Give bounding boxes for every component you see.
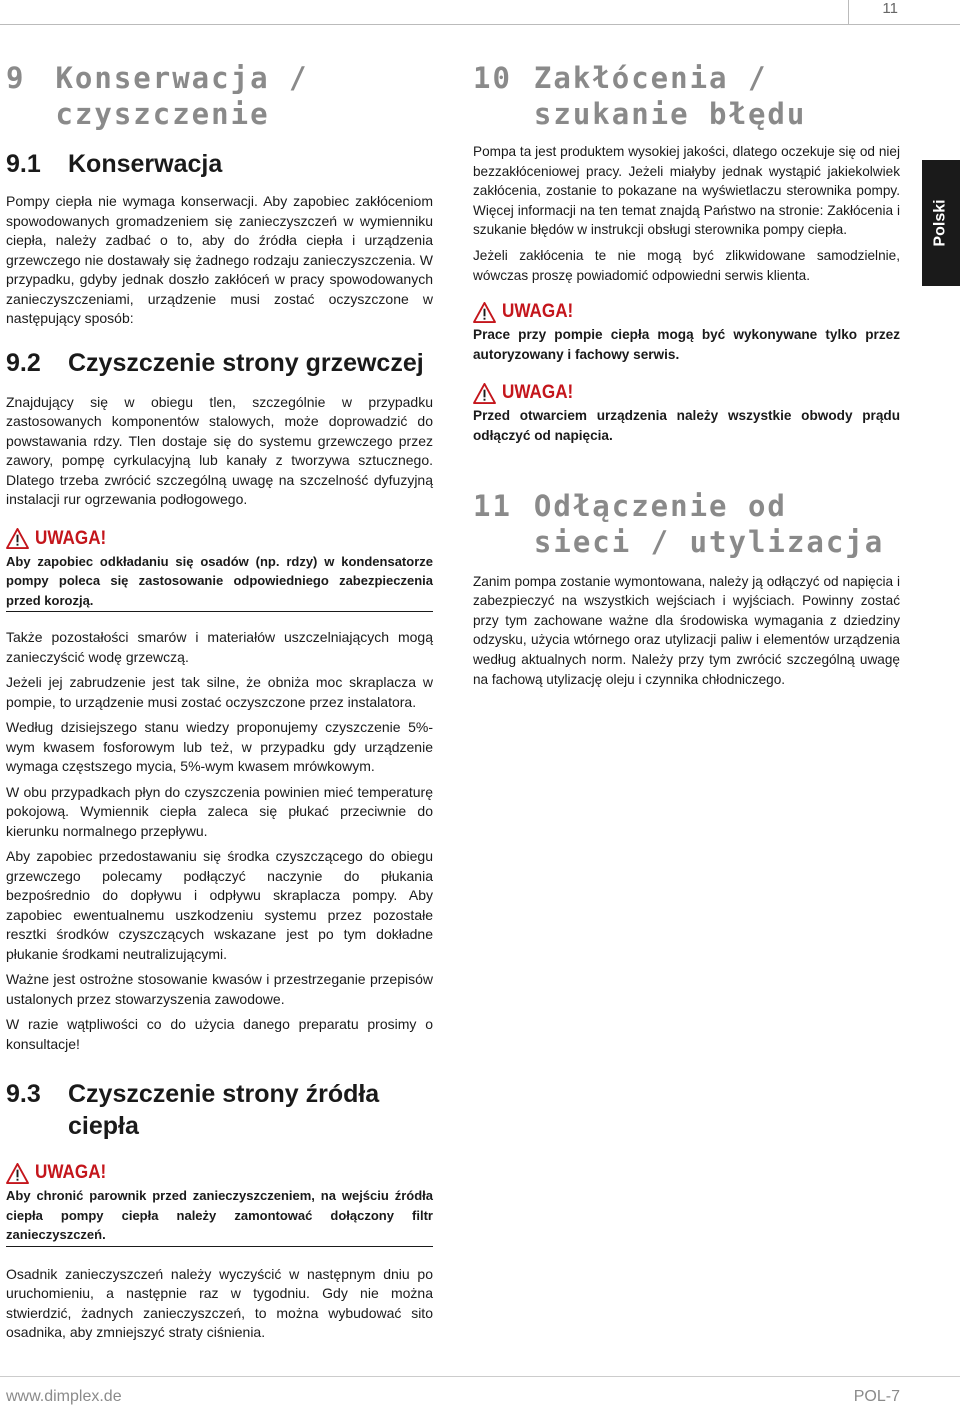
section-9-2-heading bbox=[6, 347, 433, 379]
footer-url[interactable]: www.dimplex.de bbox=[6, 1388, 122, 1405]
warning-triangle-icon bbox=[6, 528, 29, 549]
warning-header bbox=[6, 526, 433, 552]
section-9-2-number: 9.2 bbox=[6, 348, 41, 377]
section-9-3-title: Czyszczenie strony źródła ciepła bbox=[68, 1080, 380, 1140]
paragraph: Aby zapobiec przedostawaniu się środka czyszczącego do obiegu grzewczego polecamy podłączyć naczynie do płukania bezpośrednio do dopływu i odpływu skraplacza pompy. Aby zapobiec ewentualnemu uszkodzeniu systemu przez pozostałe resztki środków czyszczących wskazane jest po tym dokładne płukanie środkami neutralizującymi. bbox=[6, 848, 433, 962]
paragraph: Pompy ciepła nie wymaga konserwacji. Aby zapobiec zakłóceniom spowodowanych gromadzeniem się zanieczyszczeń w wymienniku ciepła, należy zadbać o to, aby do źródła ciepła i urządzenia grzewczego nie dostawały się żadnego rodzaju zanieczyszczenia. W przypadku, gdyby jednak doszło zakłóceń w pracy spowodowanych zanieczyszczeniami, urządzenie musi zostać oczyszczone w następujący sposób: bbox=[6, 193, 433, 326]
top-rule-divider bbox=[848, 0, 849, 24]
paragraph: Jeżeli zakłócenia te nie mogą być zlikwidowane samodzielnie, wówczas proszę powiadomić odpowiedni serwis klienta. bbox=[473, 247, 900, 283]
section-11-heading bbox=[473, 488, 900, 560]
paragraph: Zanim pompa zostanie wymontowana, należy ją odłączyć od napięcia i zabezpieczyć na wszystkich wejściach i wyjściach. Powinny zostać przy tym zachowane ważne dla środowiska wymagania z dziedziny odzysku, użycia wtórnego oraz utylizacji paliw i elementów urządzenia według aktualnych norm. Należy przy tym zwrócić szczególną uwagę na fachową utylizację oleju i czynnika chłodniczego. bbox=[473, 573, 900, 687]
paragraph: Pompa ta jest produktem wysokiej jakości, dlatego oczekuje się od niej bezzakłóceniowej pracy. Jeżeli miałyby jednak wystąpić jakiekolwiek zakłócenia, zostanie to pokazane na wyświetlaczu sterownika pompy. Więcej informacji na ten temat znajdą Państwo na stronie: Zakłócenia i szukanie błędów w instrukcji obsługi sterownika pompy ciepła. bbox=[473, 144, 900, 238]
page-number: 11 bbox=[882, 0, 898, 17]
top-rule bbox=[0, 24, 960, 25]
section-9-3-number: 9.3 bbox=[6, 1080, 41, 1108]
section-11-title: Odłączenie od sieci / utylizacja bbox=[533, 488, 885, 559]
section-10-heading bbox=[473, 60, 900, 132]
footer bbox=[6, 1388, 900, 1406]
warning-text: Aby chronić parownik przed zanieczyszczeniem, na wejściu źródła ciepła pompy ciepła należy zamontować dołączony filtr zanieczyszczeń. bbox=[6, 1186, 433, 1247]
left-column bbox=[6, 60, 433, 1343]
paragraph: Według dzisiejszego stanu wiedzy proponujemy czyszczenie 5%-wym kwasem fosforowym lub też, w przypadku gdy urządzenie wymaga częstszego mycia, 5%-wym kwasem mrówkowym. bbox=[6, 719, 433, 774]
warning-title: UWAGA! bbox=[502, 382, 574, 404]
paragraph: Ważne jest ostrożne stosowanie kwasów i przestrzeganie przepisów ustalonych przez stowarzyszenia zawodowe. bbox=[6, 971, 433, 1007]
warning-header bbox=[473, 299, 900, 325]
footer-rule bbox=[0, 1376, 960, 1377]
section-9-1-heading bbox=[6, 148, 433, 180]
paragraph: Także pozostałości smarów i materiałów uszczelniających mogą zanieczyścić wodę grzewczą. bbox=[6, 629, 433, 665]
warning-header bbox=[473, 380, 900, 406]
language-tab-label: Polski bbox=[932, 199, 950, 247]
warning-box bbox=[6, 526, 433, 613]
paragraph: W obu przypadkach płyn do czyszczenia powinien mieć temperaturę pokojową. Wymiennik ciepła zaleca się płukać przeciwnie do kierunku normalnego przepływu. bbox=[6, 783, 433, 839]
warning-triangle-icon bbox=[473, 302, 496, 323]
warning-box bbox=[473, 299, 900, 364]
paragraph: W razie wątpliwości co do użycia danego preparatu prosimy o konsultacje! bbox=[6, 1016, 433, 1052]
warning-triangle-icon bbox=[6, 1163, 29, 1184]
paragraph: Znajdujący się w obiegu tlen, szczególnie w przypadku zastosowanych komponentów stalowych, może doprowadzić do powstawania rdzy. Tlen dostaje się do systemu grzewczego przez zawory, pompę cyrkulacyjną lub kanały z tworzywa sztucznego. Dlatego trzeba zwrócić szczególną uwagę na szczelność dyfuzyjną instalacji rur ogrzewania podłogowego. bbox=[6, 393, 433, 507]
warning-text: Aby zapobiec odkładaniu się osadów (np. rdzy) w kondensatorze pompy poleca się zastosowanie odpowiedniego zabezpieczenia przed korozją. bbox=[6, 552, 433, 613]
footer-page-code: POL-7 bbox=[853, 1388, 900, 1405]
section-10-number: 10 bbox=[473, 61, 512, 95]
section-9-heading bbox=[6, 60, 433, 132]
warning-text: Prace przy pompie ciepła mogą być wykonywane tylko przez autoryzowany i fachowy serwis. bbox=[473, 327, 900, 362]
section-10-title: Zakłócenia / szukanie błędu bbox=[533, 61, 807, 131]
paragraph: Osadnik zanieczyszczeń należy wyczyścić w następnym dniu po uruchomieniu, a następnie raz w tygodniu. Gdy nie można stwierdzić, żadnych zanieczyszczeń, to można wybudować sito osadnika, aby zmniejszyć straty ciśnienia. bbox=[6, 1265, 433, 1340]
section-9-number: 9 bbox=[6, 61, 26, 95]
warning-title: UWAGA! bbox=[35, 527, 107, 549]
paragraph: Jeżeli jej zabrudzenie jest tak silne, że obniża moc skraplacza w pompie, to urządzenie musi zostać oczyszczone przez instalatora. bbox=[6, 674, 433, 710]
warning-text: Przed otwarciem urządzenia należy wszystkie obwody prądu odłączyć od napięcia. bbox=[473, 408, 900, 443]
right-column bbox=[473, 60, 900, 689]
section-9-3-heading bbox=[6, 1078, 433, 1142]
section-9-1-number: 9.1 bbox=[6, 150, 41, 178]
warning-box bbox=[473, 380, 900, 445]
warning-box bbox=[6, 1160, 433, 1247]
warning-header bbox=[6, 1160, 433, 1186]
language-tab[interactable] bbox=[922, 160, 960, 286]
section-9-title: Konserwacja / czyszczenie bbox=[55, 61, 309, 131]
warning-title: UWAGA! bbox=[35, 1162, 107, 1183]
warning-triangle-icon bbox=[473, 383, 496, 404]
section-11-number: 11 bbox=[473, 488, 512, 523]
section-9-2-title: Czyszczenie strony grzewczej bbox=[68, 348, 424, 377]
warning-title: UWAGA! bbox=[502, 301, 574, 323]
section-9-1-title: Konserwacja bbox=[68, 150, 223, 178]
